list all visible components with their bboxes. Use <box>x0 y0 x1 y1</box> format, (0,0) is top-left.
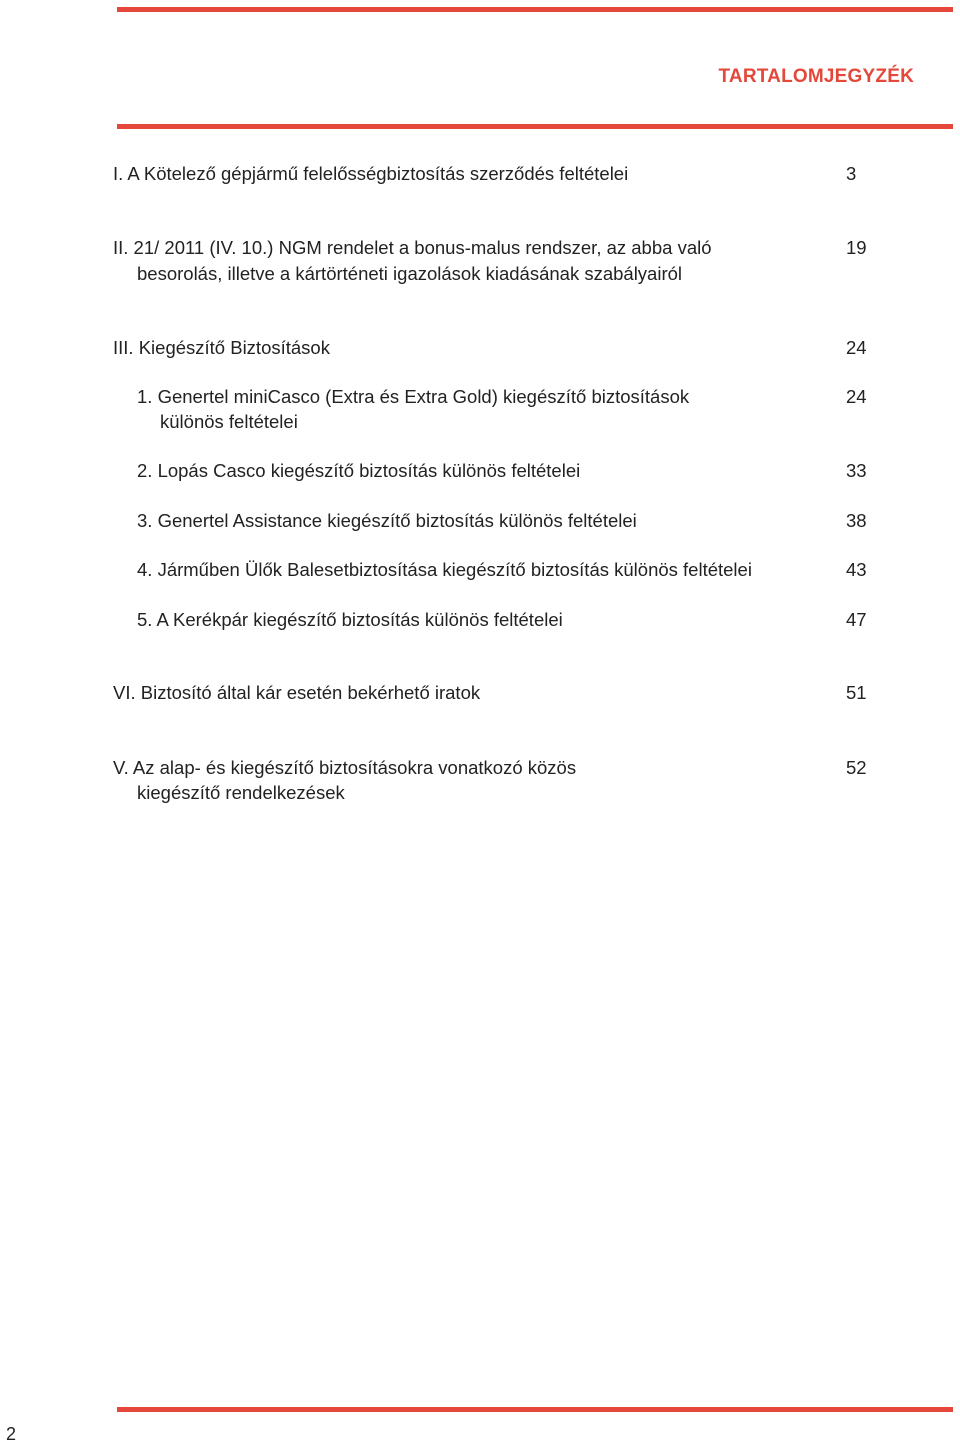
toc-entry-title-line-1: V. Az alap- és kiegészítő biztosításokra vonatkozó közös <box>113 757 577 778</box>
toc-entry-title: 4. Járműben Ülők Balesetbiztosítása kiegészítő biztosítás különös feltételei <box>137 559 752 580</box>
toc-entry-title-line-2: különös feltételei <box>160 411 298 432</box>
toc-entry-page: 52 <box>846 757 867 778</box>
toc-entry-page: 24 <box>846 386 867 407</box>
toc-entry-title-line-1: II. 21/ 2011 (IV. 10.) NGM rendelet a bonus-malus rendszer, az abba való <box>113 237 712 258</box>
top-rule <box>117 7 953 12</box>
toc-entry-page: 24 <box>846 337 867 358</box>
toc-entry-title: I. A Kötelező gépjármű felelősségbiztosítás szerződés feltételei <box>113 163 629 184</box>
toc-entry-title: VI. Biztosító által kár esetén bekérhető iratok <box>113 682 481 703</box>
toc-entry-title: 5. A Kerékpár kiegészítő biztosítás különös feltételei <box>137 609 563 630</box>
toc-entry-page: 43 <box>846 559 867 580</box>
toc-entry-page: 19 <box>846 237 867 258</box>
toc-entry-title: 3. Genertel Assistance kiegészítő biztosítás különös feltételei <box>137 510 637 531</box>
toc-entry-title: 2. Lopás Casco kiegészítő biztosítás különös feltételei <box>137 460 581 481</box>
footer-rule <box>117 1407 953 1412</box>
toc-entry-title-line-2: kiegészítő rendelkezések <box>137 782 345 803</box>
toc-entry-page: 47 <box>846 609 867 630</box>
toc-entry-page: 38 <box>846 510 867 531</box>
toc-entry-title-line-2: besorolás, illetve a kártörténeti igazolások kiadásának szabályairól <box>137 263 683 284</box>
toc-entry-title-line-1: 1. Genertel miniCasco (Extra és Extra Gold) kiegészítő biztosítások <box>137 386 690 407</box>
toc-entry-page: 33 <box>846 460 867 481</box>
page-number: 2 <box>6 1424 17 1444</box>
toc-entry-page: 3 <box>846 163 857 184</box>
heading-rule <box>117 124 953 129</box>
page-title: TARTALOMJEGYZÉK <box>718 66 914 87</box>
toc-entry-title: III. Kiegészítő Biztosítások <box>113 337 330 358</box>
toc-entry-page: 51 <box>846 682 867 703</box>
